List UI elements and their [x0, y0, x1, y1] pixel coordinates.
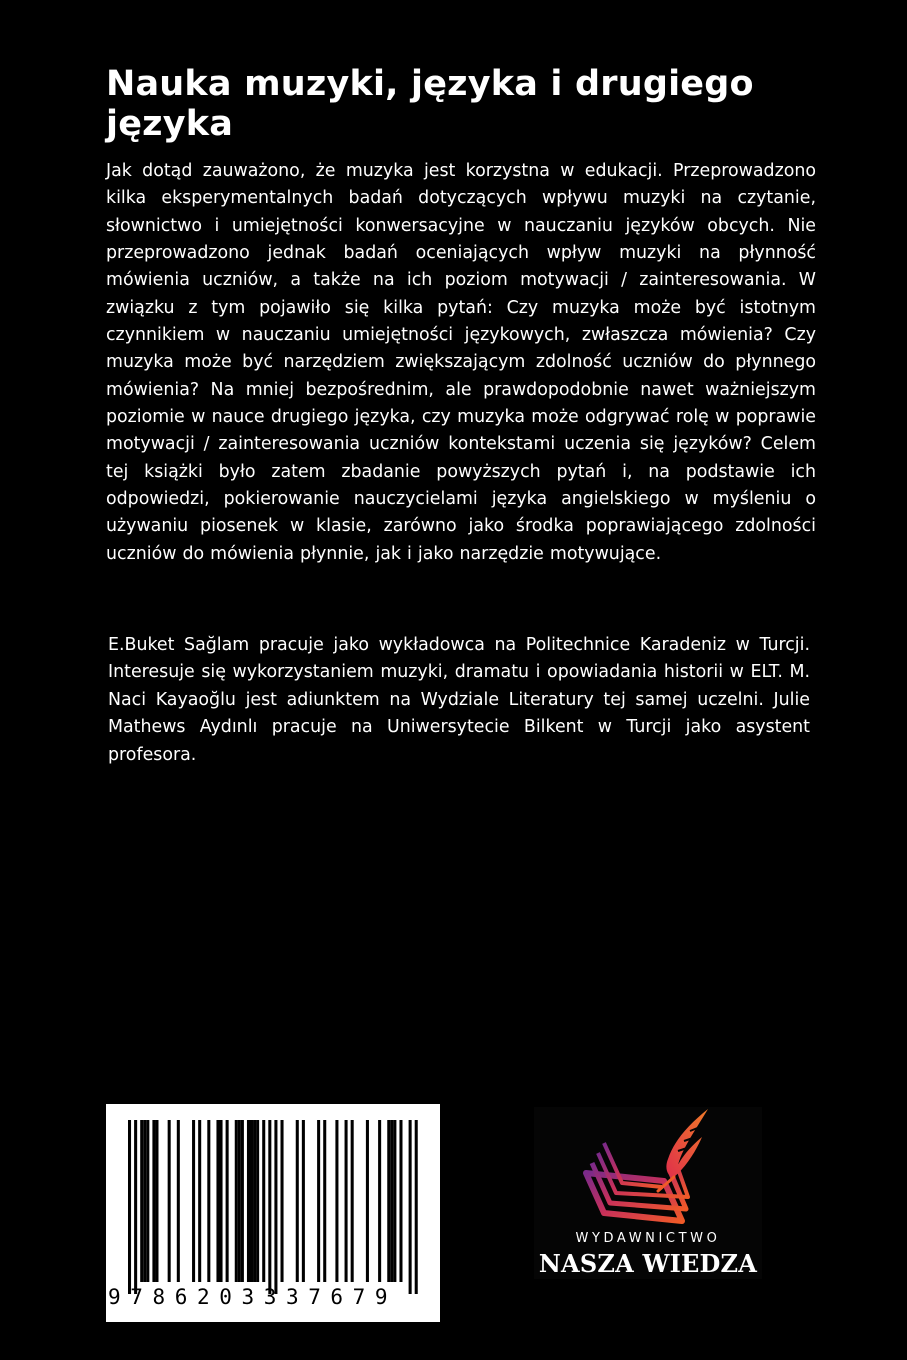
barcode-bar [220, 1120, 223, 1282]
book-quill-icon [578, 1107, 718, 1227]
barcode-bar [393, 1120, 396, 1282]
barcode-bar [345, 1120, 348, 1282]
barcode-bar [168, 1120, 171, 1282]
barcode-bar [134, 1120, 137, 1294]
book-title: Nauka muzyki, języka i drugiego języka [106, 64, 754, 144]
barcode-bar [226, 1120, 229, 1282]
isbn-number: 9786203337679 [108, 1285, 398, 1309]
barcode-bar [323, 1120, 326, 1282]
author-bio: E.Buket Sağlam pracuje jako wykładowca na Politechnice Karadeniz w Turcji. Interesuje się wykorzystaniem muzyki, dramatu i opowiadania historii w ELT. M. Naci Kayaoğlu jest adiunktem na Wydziale Literatury tej samej uczelni. Julie Mathews Aydınlı pracuje na Uniwersytecie Bilkent w Turcji jako asystent profesora. [108, 635, 810, 765]
barcode-bar [281, 1120, 284, 1282]
barcode-bar [274, 1120, 277, 1294]
barcode-bar [192, 1120, 195, 1282]
barcode-bar [146, 1120, 149, 1282]
barcode-bar [250, 1120, 253, 1282]
barcode-bar [207, 1120, 210, 1282]
barcode-bar [238, 1120, 241, 1282]
barcode-bar [198, 1120, 201, 1282]
barcode-bar [317, 1120, 320, 1282]
publisher-logo [534, 1107, 762, 1279]
barcode-bar [177, 1120, 180, 1282]
barcode-bar [235, 1120, 238, 1282]
barcode-bar [152, 1120, 155, 1282]
barcode-bar [262, 1120, 265, 1282]
book-description: Jak dotąd zauważono, że muzyka jest korzystna w edukacji. Przeprowadzono kilka eksperymentalnych badań dotyczących wpływu muzyki na czytanie, słownictwo i umiejętności konwersacyjne w nauczaniu języków obcych. Nie przeprowadzono jednak badań oceniających wpływ muzyki na płynność mówienia uczniów, a także na ich poziom motywacji / zainteresowania. W związku z tym pojawiło się kilka pytań: Czy muzyka może być istotnym czynnikiem w nauczaniu umiejętności językowych, zwłaszcza mówienia? Czy muzyka może być narzędziem zwiększającym zdolność uczniów do płynnego mówienia? Na mniej bezpośrednim, ale prawdopodobnie nawet ważniejszym poziomie w nauce drugiego języka, czy muzyka może odgrywać rolę w poprawie motywacji / zainteresowania uczniów kontekstami uczenia się języków? Celem tej książki było zatem zbadanie powyższych pytań i, na podstawie ich odpowiedzi, pokierowanie nauczycielami języka angielskiego w myśleniu o używaniu piosenek w klasie, zarówno jako środka poprawiającego zdolności uczniów do mówienia płynnie, jak i jako narzędzie motywujące. [106, 161, 816, 564]
publisher-label-main: NASZA WIEDZA [538, 1249, 758, 1278]
barcode-bar [128, 1120, 131, 1294]
barcode-bar [296, 1120, 299, 1282]
barcode-bar [415, 1120, 418, 1294]
barcode-bar [390, 1120, 393, 1282]
barcode-bar [387, 1120, 390, 1282]
barcode-bar [399, 1120, 402, 1282]
barcode-bar [366, 1120, 369, 1282]
barcode-bar [253, 1120, 256, 1282]
barcode-bar [302, 1120, 305, 1282]
isbn-barcode [106, 1104, 440, 1322]
barcode-bar [378, 1120, 381, 1282]
barcode-bar [335, 1120, 338, 1282]
barcode-bar [351, 1120, 354, 1282]
barcode-bar [155, 1120, 158, 1282]
barcode-bar [216, 1120, 219, 1282]
publisher-label-top: WYDAWNICTWO [575, 1231, 721, 1246]
barcode-bar [143, 1120, 146, 1282]
barcode-bar [140, 1120, 143, 1282]
barcode-bar [256, 1120, 259, 1282]
barcode-bar [241, 1120, 244, 1282]
barcode-bar [409, 1120, 412, 1294]
barcode-bar [268, 1120, 271, 1294]
barcode-bar [247, 1120, 250, 1282]
